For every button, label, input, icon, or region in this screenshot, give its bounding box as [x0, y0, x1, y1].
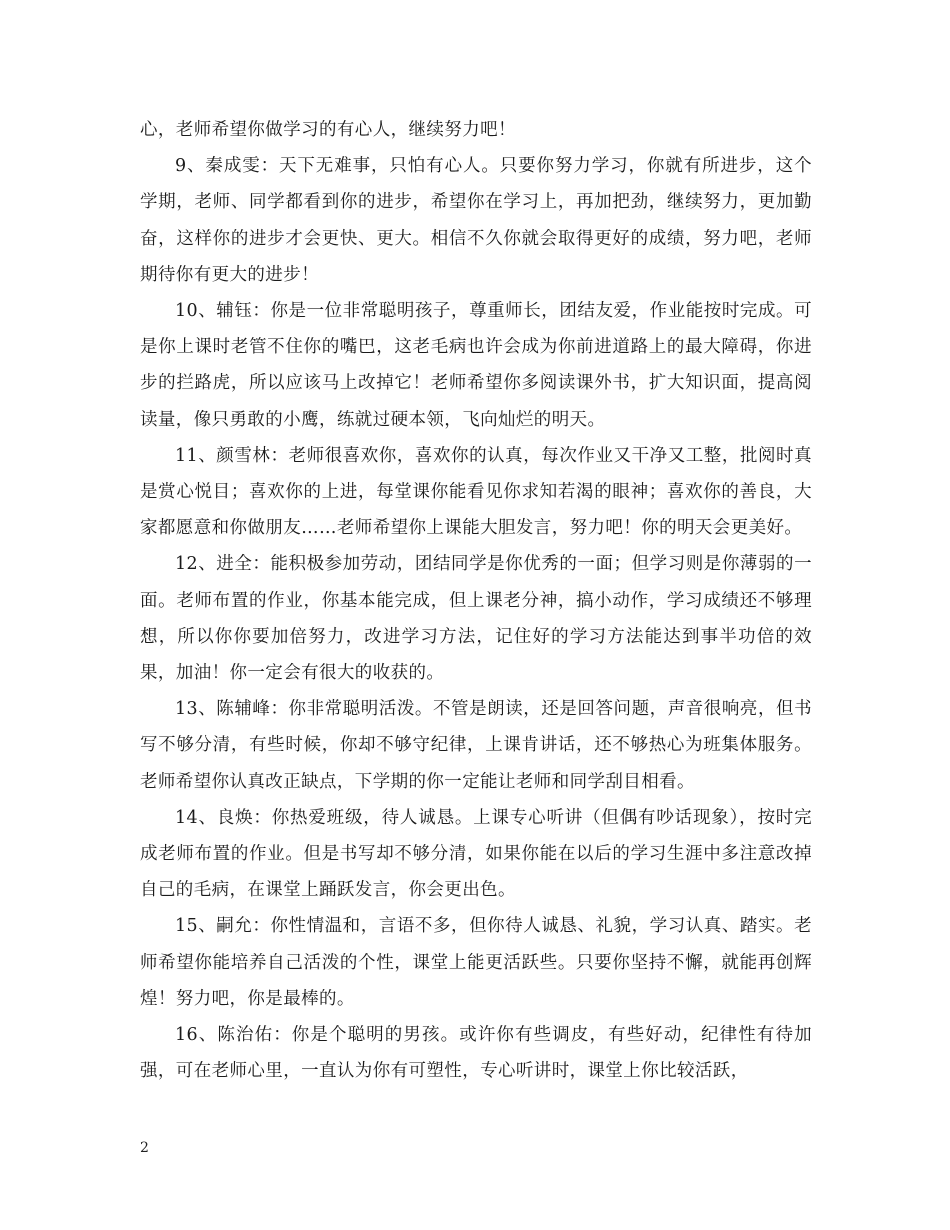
paragraph-continuation: 心，老师希望你做学习的有心人，继续努力吧！: [140, 120, 516, 140]
comment-paragraph-13: 13、陈辅峰：你非常聪明活泼。不管是朗读，还是回答问题，声音很响亮，但书写不够分清，有些时候，你却不够守纪律，上课肯讲话，还不够热心为班集体服务。老师希望你认真改正缺点，下学期的你一定能让老师和同学刮目相看。: [140, 699, 812, 792]
comment-paragraph-15: 15、嗣允：你性情温和，言语不多，但你待人诚恳、礼貌，学习认真、踏实。老师希望你能培养自己活泼的个性，课堂上能更活跃些。只要你坚持不懈，就能再创辉煌！努力吧，你是最棒的。: [140, 916, 812, 1009]
comment-paragraph-11: 11、颜雪林：老师很喜欢你，喜欢你的认真，每次作业又干净又工整，批阅时真是赏心悦目；喜欢你的上进，每堂课你能看见你求知若渴的眼神；喜欢你的善良，大家都愿意和你做朋友……老师希望你上课能大胆发言，努力吧！你的明天会更美好。: [140, 445, 812, 539]
comment-paragraph-9: 9、秦成雯：天下无难事，只怕有心人。只要你努力学习，你就有所进步，这个学期，老师、同学都看到你的进步，希望你在学习上，再加把劲，继续努力，更加勤奋，这样你的进步才会更快、更大。相信不久你就会取得更好的成绩，努力吧，老师期待你有更大的进步！: [140, 156, 812, 285]
comment-paragraph-12: 12、进全：能积极参加劳动，团结同学是你优秀的一面；但学习则是你薄弱的一面。老师布置的作业，你基本能完成，但上课老分神，搞小动作，学习成绩还不够理想，所以你你要加倍努力，改进学习方法，记住好的学习方法能达到事半功倍的效果，加油！你一定会有很大的收获的。: [140, 554, 812, 684]
comment-paragraph-14: 14、良焕：你热爱班级，待人诚恳。上课专心听讲（但偶有吵话现象），按时完成老师布置的作业。但是书写却不够分清，如果你能在以后的学习生涯中多注意改掉自己的毛病，在课堂上踊跃发言，你会更出色。: [140, 807, 812, 901]
comment-paragraph-10: 10、辅钰：你是一位非常聪明孩子，尊重师长，团结友爱，作业能按时完成。可是你上课时老管不住你的嘴巴，这老毛病也许会成为你前进道路上的最大障碍，你进步的拦路虎，所以应该马上改掉它！老师希望你多阅读课外书，扩大知识面，提高阅读量，像只勇敢的小鹰，练就过硬本领，飞向灿烂的明天。: [140, 301, 812, 430]
document-body: [140, 112, 812, 1089]
comment-paragraph-16: 16、陈治佑：你是个聪明的男孩。或许你有些调皮，有些好动，纪律性有待加强，可在老师心里，一直认为你有可塑性，专心听讲时，课堂上你比较活跃，: [140, 1025, 812, 1082]
page-number: 2: [140, 1140, 149, 1156]
